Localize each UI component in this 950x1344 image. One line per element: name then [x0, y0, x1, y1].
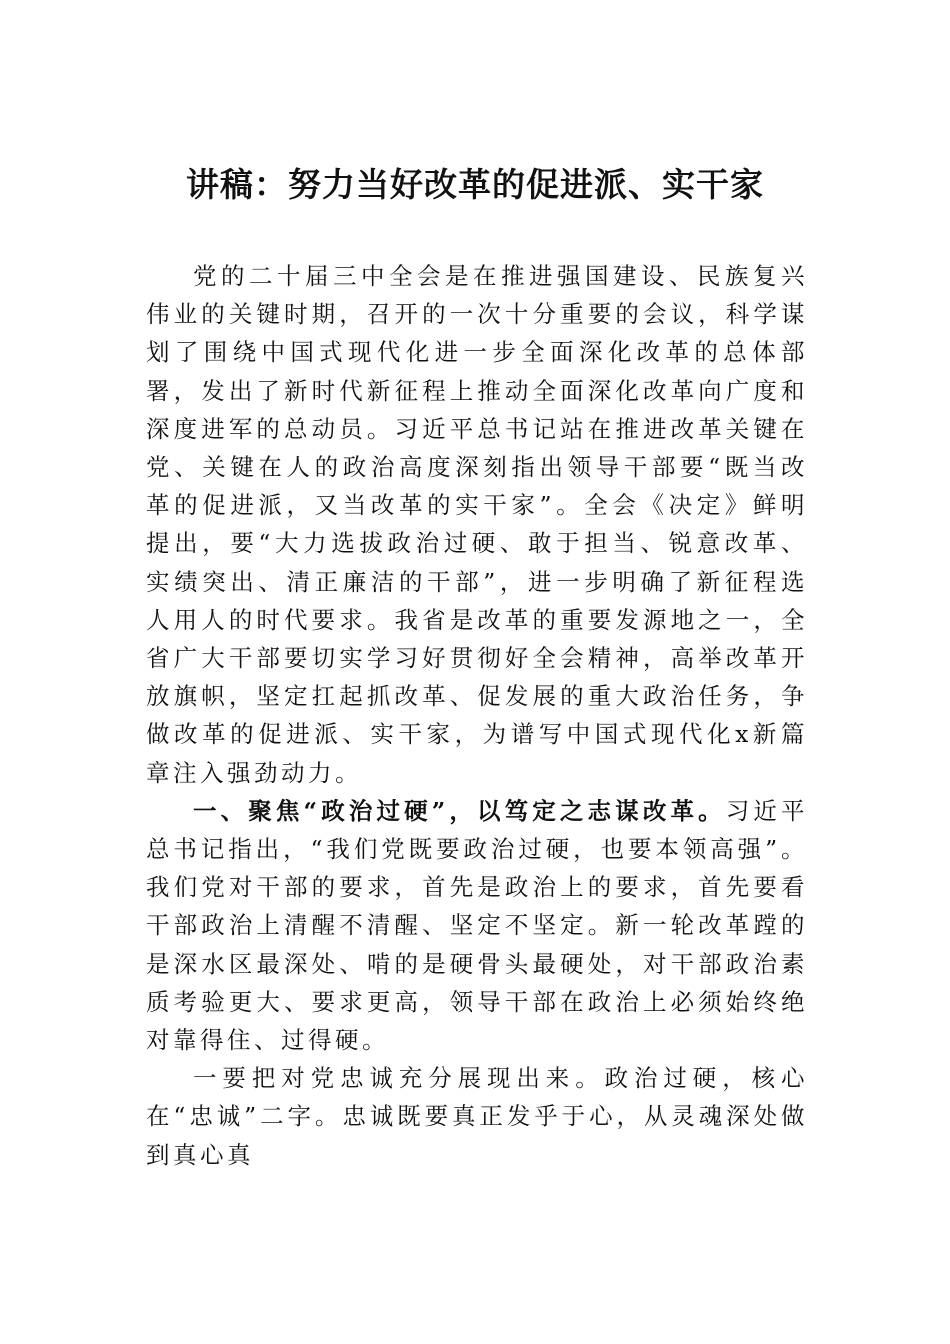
paragraph-text: 习近平总书记指出，“我们党既要政治过硬，也要本领高强”。我们党对干部的要求，首先是政治上的要求，首先要看干部政治上清醒不清醒、坚定不坚定。新一轮改革蹚的是深水区最深处、啃的是硬骨头最硬处，对干部政治素质考验更大、要求更高，领导干部在政治上必须始终绝对靠得住、过得硬。: [146, 796, 808, 1055]
document-body: [146, 257, 808, 1174]
paragraph-point-one: [146, 1059, 808, 1174]
paragraph-intro: [146, 257, 808, 792]
paragraph-text: 一要把对党忠诚充分展现出来。政治过硬，核心在“忠诚”二字。忠诚既要真正发乎于心，从灵魂深处做到真心真: [146, 1064, 808, 1169]
section-heading: 一、聚焦“政治过硬”，以笃定之志谋改革。: [193, 796, 726, 825]
paragraph-text: 党的二十届三中全会是在推进强国建设、民族复兴伟业的关键时期，召开的一次十分重要的会议，科学谋划了围绕中国式现代化进一步全面深化改革的总体部署，发出了新时代新征程上推动全面深化改革向广度和深度进军的总动员。习近平总书记站在推进改革关键在党、关键在人的政治高度深刻指出领导干部要“既当改革的促进派，又当改革的实干家”。全会《决定》鲜明提出，要“大力选拔政治过硬、敢于担当、锐意改革、实绩突出、清正廉洁的干部”，进一步明确了新征程选人用人的时代要求。我省是改革的重要发源地之一，全省广大干部要切实学习好贯彻好全会精神，高举改革开放旗帜，坚定扛起抓改革、促发展的重大政治任务，争做改革的促进派、实干家，为谱写中国式现代化x新篇章注入强劲动力。: [146, 262, 808, 787]
paragraph-section-one: [146, 792, 808, 1059]
document-title: 讲稿：努力当好改革的促进派、实干家: [186, 165, 764, 204]
